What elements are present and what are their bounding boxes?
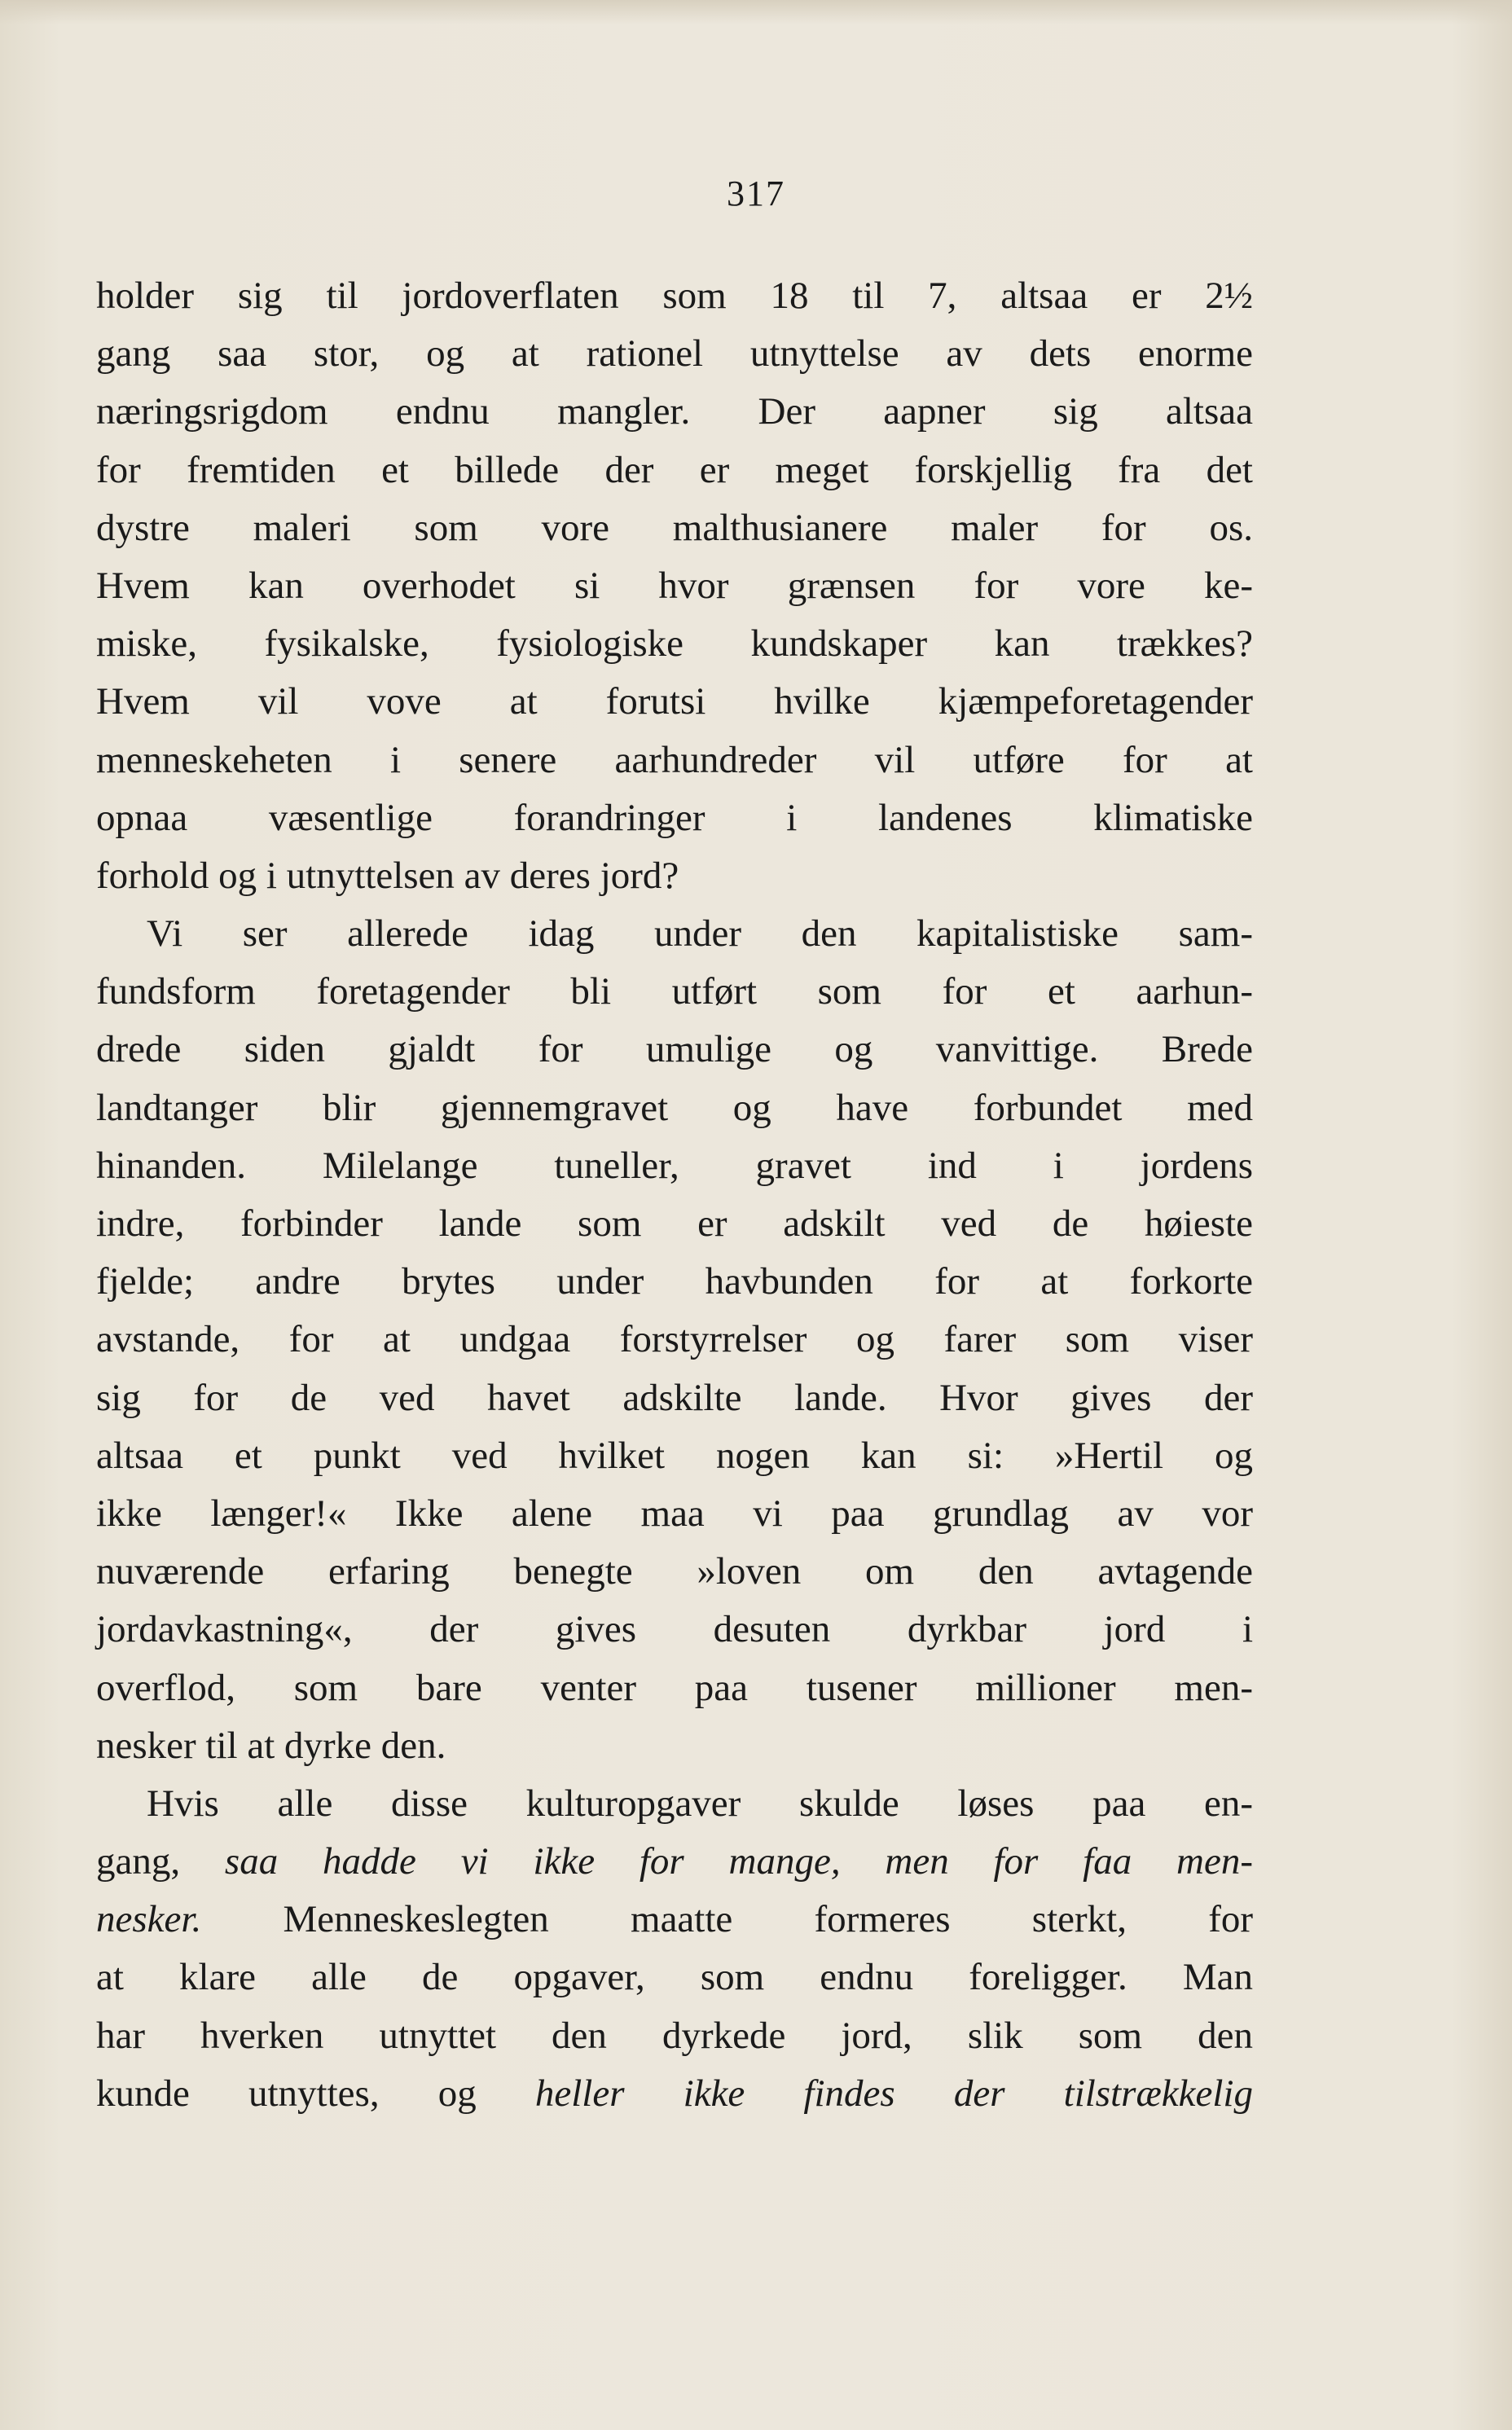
text-line: fundsform foretagender bli utført som for et aarhun- xyxy=(96,970,1253,1013)
text-line: for fremtiden et billede der er meget forskjellig fra det xyxy=(96,448,1253,491)
text-line: drede siden gjaldt for umulige og vanvittige. Brede xyxy=(96,1028,1253,1071)
text-line: Hvis alle disse kulturopgaver skulde løses paa en- xyxy=(147,1782,1253,1825)
text-line: dystre maleri som vore malthusianere maler for os. xyxy=(96,506,1253,549)
text-line: menneskeheten i senere aarhundreder vil utføre for at xyxy=(96,738,1253,781)
emphasis-span: nesker. xyxy=(96,1898,202,1941)
text-line: altsaa et punkt ved hvilket nogen kan si: »Hertil og xyxy=(96,1434,1253,1477)
text-line: Hvem vil vove at forutsi hvilke kjæmpeforetagender xyxy=(96,680,1253,723)
text-line: indre, forbinder lande som er adskilt ved de høieste xyxy=(96,1202,1253,1245)
page-edge-shadow xyxy=(0,0,1512,24)
text-line: hinanden. Milelange tuneller, gravet ind i jordens xyxy=(96,1144,1253,1187)
text-line xyxy=(96,1891,1253,1949)
text-line: sig for de ved havet adskilte lande. Hvor gives der xyxy=(96,1376,1253,1419)
page-number: 317 xyxy=(727,174,785,213)
text-line: ikke længer!« Ikke alene maa vi paa grundlag av vor xyxy=(96,1492,1253,1535)
emphasis-span: saa hadde vi ikke for mange, men for faa men- xyxy=(224,1840,1253,1883)
text-span: kunde utnyttes, og xyxy=(96,2072,535,2115)
text-line: nesker til at dyrke den. xyxy=(96,1724,446,1767)
text-line: miske, fysikalske, fysiologiske kundskaper kan trækkes? xyxy=(96,622,1253,666)
text-line: nuværende erfaring benegte »loven om den avtagende xyxy=(96,1550,1253,1593)
text-line: jordavkastning«, der gives desuten dyrkbar jord i xyxy=(96,1608,1253,1651)
text-line: landtanger blir gjennemgravet og have forbundet med xyxy=(96,1086,1253,1129)
text-span: gang, xyxy=(96,1840,225,1883)
text-line: forhold og i utnyttelsen av deres jord? xyxy=(96,854,679,897)
text-line: overflod, som bare venter paa tusener millioner men- xyxy=(96,1666,1253,1709)
text-line: Hvem kan overhodet si hvor grænsen for vore ke- xyxy=(96,564,1253,607)
text-line: næringsrigdom endnu mangler. Der aapner sig altsaa xyxy=(96,390,1253,433)
text-line: opnaa væsentlige forandringer i landenes klimatiske xyxy=(96,796,1253,839)
text-line xyxy=(96,2065,1253,2123)
text-line: avstande, for at undgaa forstyrrelser og farer som viser xyxy=(96,1318,1253,1361)
text-line: fjelde; andre brytes under havbunden for at forkorte xyxy=(96,1260,1253,1303)
text-line: holder sig til jordoverflaten som 18 til 7, altsaa er 2½ xyxy=(96,275,1253,317)
text-line: har hverken utnyttet den dyrkede jord, slik som den xyxy=(96,2014,1253,2057)
text-line xyxy=(96,1833,1253,1891)
text-line: at klare alle de opgaver, som endnu foreligger. Man xyxy=(96,1956,1253,1999)
body-text xyxy=(96,267,1253,2123)
text-line: gang saa stor, og at rationel utnyttelse av dets enorme xyxy=(96,332,1253,376)
emphasis-span: heller ikke findes der tilstrækkelig xyxy=(534,2072,1253,2115)
text-line: Vi ser allerede idag under den kapitalistiske sam- xyxy=(147,912,1253,956)
text-span: Menneskeslegten maatte formeres sterkt, for xyxy=(201,1898,1253,1941)
